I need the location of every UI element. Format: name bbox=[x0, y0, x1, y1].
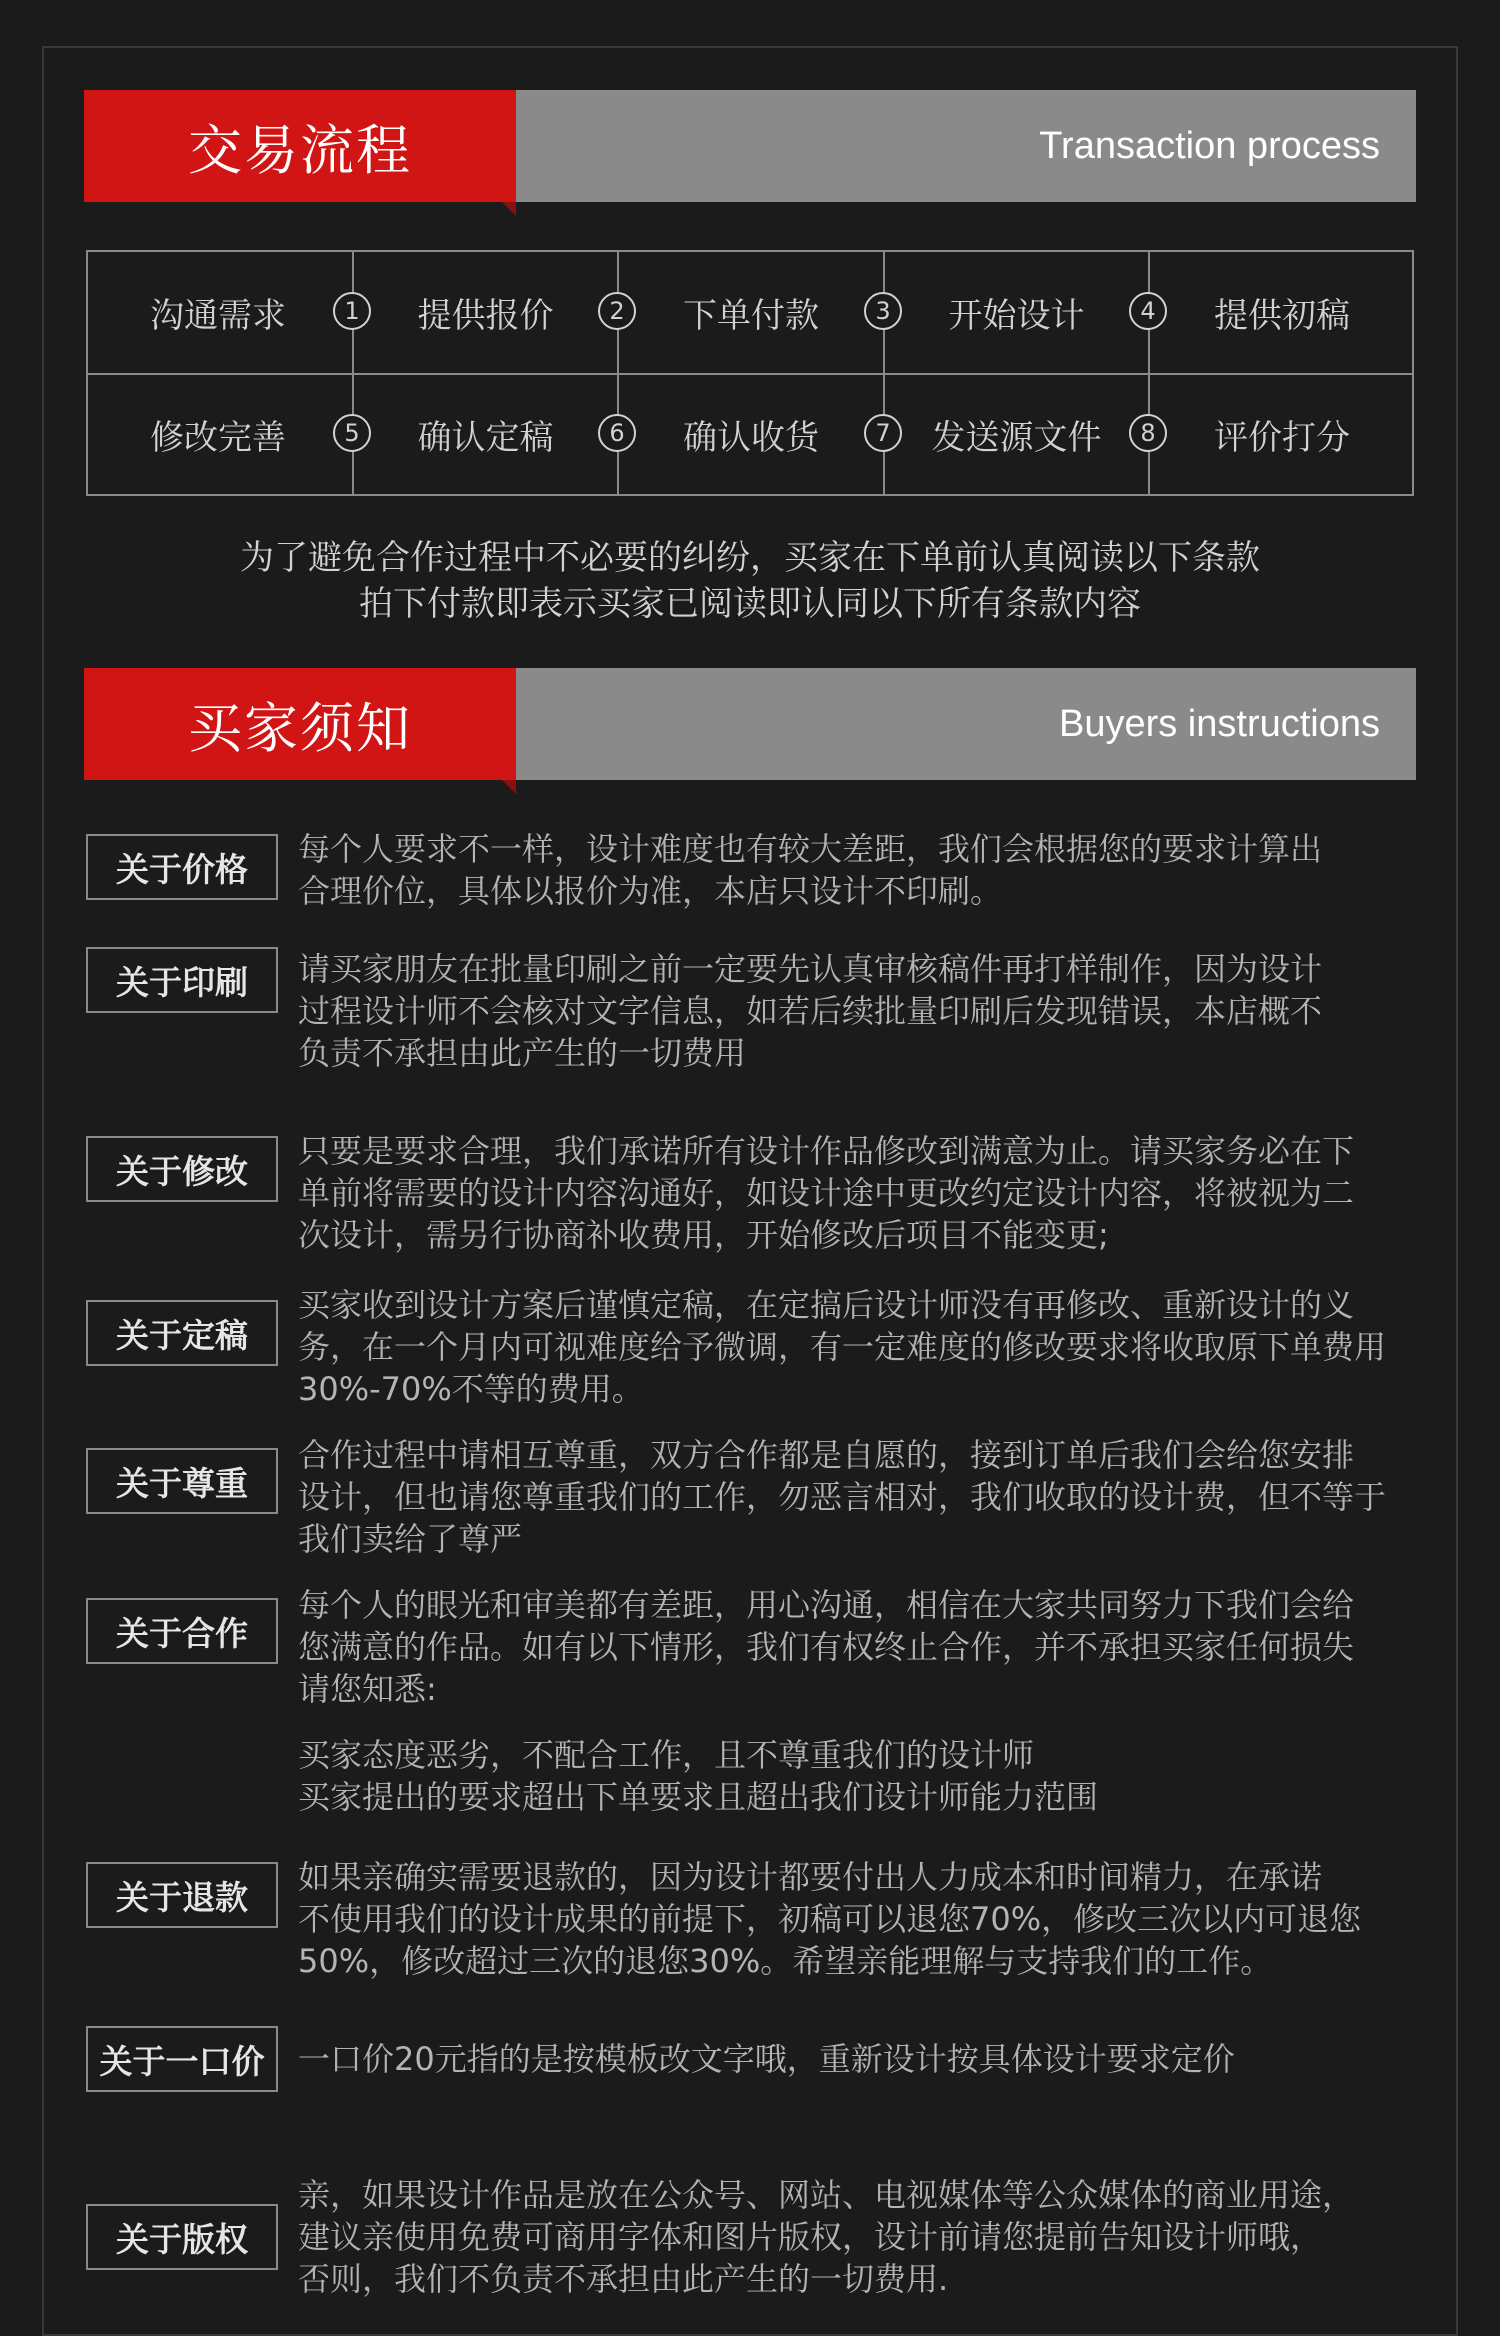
process-step: 确认收货 bbox=[683, 418, 819, 458]
desc-line: 买家收到设计方案后谨慎定稿，在定搞后设计师没有再修改、重新设计的义 bbox=[298, 1286, 1355, 1324]
desc-line: 设计，但也请您尊重我们的工作，勿恶言相对，我们收取的设计费，但不等于 bbox=[298, 1478, 1387, 1516]
desc-line: 50%，修改超过三次的退您30%。希望亲能理解与支持我们的工作。 bbox=[298, 1942, 1273, 1980]
process-step: 提供报价 bbox=[417, 296, 554, 336]
desc-line: 单前将需要的设计内容沟通好，如设计途中更改约定设计内容，将被视为二 bbox=[298, 1174, 1355, 1212]
desc-line: 负责不承担由此产生的一切费用 bbox=[298, 1034, 747, 1072]
process-grid bbox=[86, 250, 1414, 496]
desc-copyright bbox=[298, 2174, 1428, 2300]
transaction-title-en: Transaction process bbox=[1039, 124, 1380, 167]
step-number: 8 bbox=[1129, 414, 1167, 452]
desc-printing bbox=[298, 948, 1428, 1074]
desc-line: 买家提出的要求超出下单要求且超出我们设计师能力范围 bbox=[298, 1778, 1099, 1816]
desc-finalization bbox=[298, 1284, 1428, 1410]
process-step: 修改完善 bbox=[150, 418, 286, 458]
desc-line: 只要是要求合理，我们承诺所有设计作品修改到满意为止。请买家务必在下 bbox=[298, 1132, 1355, 1170]
desc-line: 请买家朋友在批量印刷之前一定要先认真审核稿件再打样制作，因为设计 bbox=[298, 950, 1323, 988]
desc-line: 请您知悉: bbox=[298, 1670, 437, 1708]
desc-line: 过程设计师不会核对文字信息，如若后续批量印刷后发现错误，本店概不 bbox=[298, 992, 1323, 1030]
desc-line: 否则，我们不负责不承担由此产生的一切费用. bbox=[298, 2260, 949, 2298]
desc-line: 建议亲使用免费可商用字体和图片版权，设计前请您提前告知设计师哦， bbox=[298, 2218, 1323, 2256]
transaction-header bbox=[84, 90, 1416, 202]
label-refund: 关于退款 bbox=[86, 1862, 278, 1928]
step-number: 6 bbox=[598, 414, 636, 452]
desc-line: 一口价20元指的是按模板改文字哦，重新设计按具体设计要求定价 bbox=[298, 2040, 1235, 2078]
label-copyright: 关于版权 bbox=[86, 2204, 278, 2270]
label-respect: 关于尊重 bbox=[86, 1448, 278, 1514]
desc-line: 30%-70%不等的费用。 bbox=[298, 1370, 644, 1408]
desc-line: 买家态度恶劣，不配合工作，且不尊重我们的设计师 bbox=[298, 1736, 1035, 1774]
label-finalization: 关于定稿 bbox=[86, 1300, 278, 1366]
label-cooperation: 关于合作 bbox=[86, 1598, 278, 1664]
buyers-title-en: Buyers instructions bbox=[1058, 702, 1380, 745]
desc-line: 不使用我们的设计成果的前提下，初稿可以退您70%，修改三次以内可退您 bbox=[298, 1900, 1362, 1938]
process-step: 沟通需求 bbox=[150, 296, 286, 336]
desc-refund bbox=[298, 1856, 1428, 1982]
desc-fixed-price bbox=[298, 2038, 1428, 2080]
desc-line: 务，在一个月内可视难度给予微调，有一定难度的修改要求将收取原下单费用 bbox=[298, 1328, 1387, 1366]
process-step: 评价打分 bbox=[1214, 418, 1350, 458]
step-number: 7 bbox=[864, 414, 902, 452]
desc-line: 每个人要求不一样，设计难度也有较大差距，我们会根据您的要求计算出 bbox=[298, 830, 1323, 868]
desc-modification bbox=[298, 1130, 1428, 1256]
desc-line: 我们卖给了尊严 bbox=[298, 1520, 523, 1558]
process-step: 提供初稿 bbox=[1214, 296, 1350, 336]
step-number: 3 bbox=[864, 292, 902, 330]
desc-line: 合作过程中请相互尊重，双方合作都是自愿的，接到订单后我们会给您安排 bbox=[298, 1436, 1355, 1474]
label-modification: 关于修改 bbox=[86, 1136, 278, 1202]
desc-cooperation-extra bbox=[298, 1734, 1428, 1818]
buyers-title: 买家须知 bbox=[84, 668, 516, 780]
desc-line: 亲，如果设计作品是放在公众号、网站、电视媒体等公众媒体的商业用途， bbox=[298, 2176, 1355, 2214]
desc-line: 如果亲确实需要退款的，因为设计都要付出人力成本和时间精力，在承诺 bbox=[298, 1858, 1323, 1896]
buyers-header bbox=[84, 668, 1416, 780]
notice-line-2: 拍下付款即表示买家已阅读即认同以下所有条款内容 bbox=[359, 584, 1141, 624]
step-number: 4 bbox=[1129, 292, 1167, 330]
notice-line-1: 为了避免合作过程中不必要的纠纷，买家在下单前认真阅读以下条款 bbox=[240, 538, 1260, 578]
step-number: 5 bbox=[333, 414, 371, 452]
desc-cooperation bbox=[298, 1584, 1428, 1710]
desc-line: 您满意的作品。如有以下情形，我们有权终止合作，并不承担买家任何损失 bbox=[298, 1628, 1355, 1666]
process-row-1 bbox=[88, 252, 1412, 375]
step-number: 1 bbox=[333, 292, 371, 330]
transaction-title: 交易流程 bbox=[84, 90, 516, 202]
label-fixed-price: 关于一口价 bbox=[86, 2026, 278, 2092]
process-step: 下单付款 bbox=[683, 296, 819, 336]
label-printing: 关于印刷 bbox=[86, 947, 278, 1013]
desc-price bbox=[298, 828, 1428, 912]
desc-line: 每个人的眼光和审美都有差距，用心沟通，相信在大家共同努力下我们会给 bbox=[298, 1586, 1355, 1624]
step-number: 2 bbox=[598, 292, 636, 330]
process-step: 发送源文件 bbox=[931, 418, 1102, 458]
label-price: 关于价格 bbox=[86, 834, 278, 900]
desc-line: 合理价位，具体以报价为准，本店只设计不印刷。 bbox=[298, 872, 1003, 910]
process-row-2 bbox=[88, 374, 1412, 495]
desc-respect bbox=[298, 1434, 1428, 1560]
process-step: 开始设计 bbox=[948, 296, 1085, 336]
desc-line: 次设计，需另行协商补收费用，开始修改后项目不能变更; bbox=[298, 1216, 1109, 1254]
process-step: 确认定稿 bbox=[417, 418, 554, 458]
